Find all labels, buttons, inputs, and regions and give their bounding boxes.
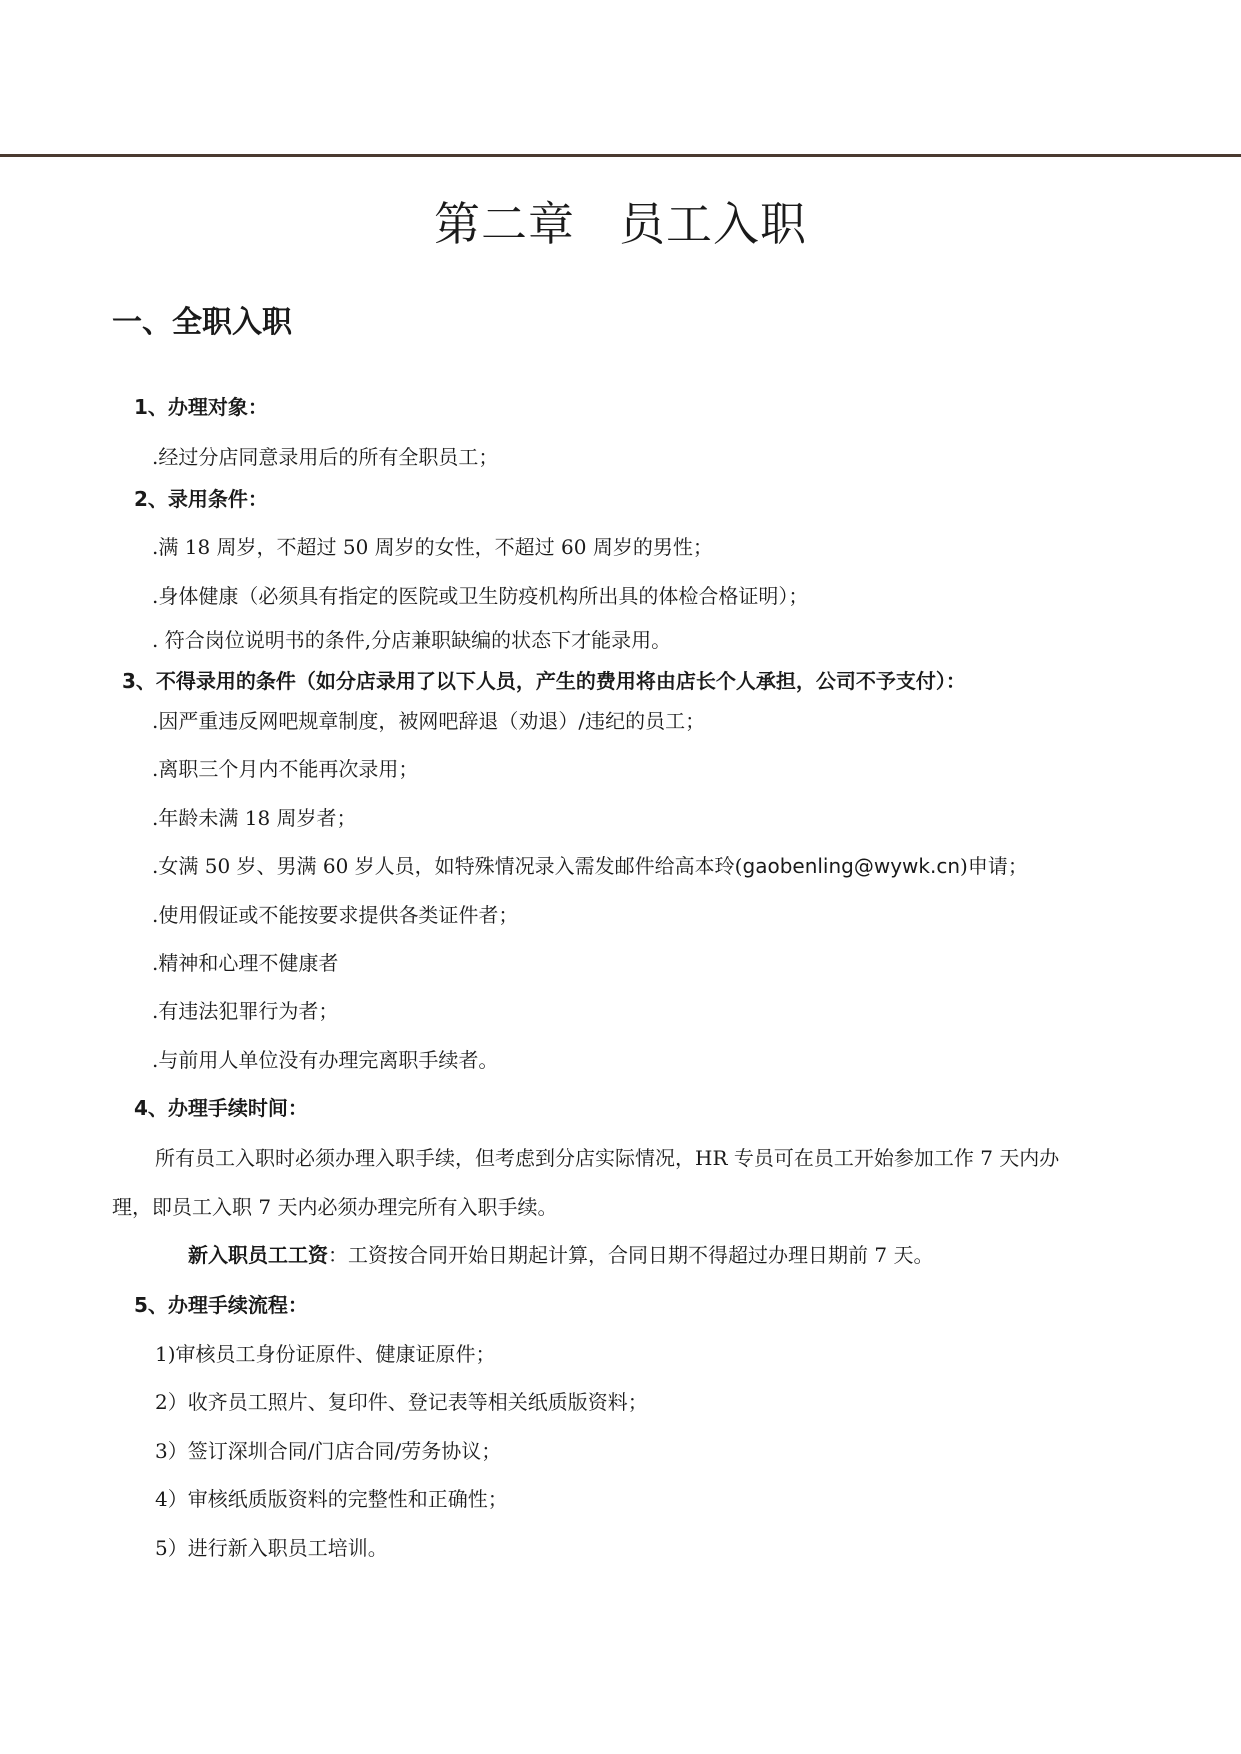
s3-email-after: )申请； xyxy=(960,854,1028,878)
section-title: 一、全职入职 xyxy=(112,305,292,340)
s3-heading: 3、不得录用的条件（如分店录用了以下人员，产生的费用将由店长个人承担，公司不予支付）： xyxy=(122,669,966,693)
s5-step: 4）审核纸质版资料的完整性和正确性； xyxy=(155,1487,508,1511)
s3-item: .有违法犯罪行为者； xyxy=(152,999,339,1023)
s3-item: .离职三个月内不能再次录用； xyxy=(152,757,419,781)
s5-step: 2）收齐员工照片、复印件、登记表等相关纸质版资料； xyxy=(155,1390,648,1414)
s5-step: 5）进行新入职员工培训。 xyxy=(155,1536,388,1560)
email-address[interactable]: gaobenling@wywk.cn xyxy=(742,854,961,878)
s3-item: .与前用人单位没有办理完离职手续者。 xyxy=(152,1048,499,1072)
s4-paragraph-line1: 所有员工入职时必须办理入职手续，但考虑到分店实际情况，HR 专员可在员工开始参加工作 7 天内办 xyxy=(155,1146,1060,1170)
s4-salary-line xyxy=(188,1241,933,1269)
s2-heading: 2、录用条件： xyxy=(134,487,268,511)
s3-item: .使用假证或不能按要求提供各类证件者； xyxy=(152,903,519,927)
s3-item: .精神和心理不健康者 xyxy=(152,951,339,975)
salary-label: 新入职员工工资 xyxy=(188,1243,328,1267)
s1-heading: 1、办理对象： xyxy=(134,395,268,419)
s3-email-before: .女满 50 岁、男满 60 岁人员，如特殊情况录入需发邮件给高本玲( xyxy=(152,854,743,878)
s3-item: .因严重违反网吧规章制度，被网吧辞退（劝退）/违纪的员工； xyxy=(152,709,706,733)
chapter-name: 员工入职 xyxy=(619,197,807,251)
s3-item-email xyxy=(152,852,1028,880)
s5-step: 3）签订深圳合同/门店合同/劳务协议； xyxy=(155,1439,502,1463)
salary-text: ：工资按合同开始日期起计算，合同日期不得超过办理日期前 7 天。 xyxy=(328,1243,934,1267)
header-rule xyxy=(0,154,1241,157)
s4-paragraph-line2: 理，即员工入职 7 天内必须办理完所有入职手续。 xyxy=(112,1195,558,1219)
s1-item: .经过分店同意录用后的所有全职员工； xyxy=(152,445,499,469)
s4-heading: 4、办理手续时间： xyxy=(134,1096,308,1120)
s2-item: . 符合岗位说明书的条件,分店兼职缺编的状态下才能录用。 xyxy=(152,628,672,652)
chapter-title xyxy=(0,196,1241,252)
s2-item: .身体健康（必须具有指定的医院或卫生防疫机构所出具的体检合格证明）； xyxy=(152,584,809,608)
s5-heading: 5、办理手续流程： xyxy=(134,1293,308,1317)
s5-step: 1)审核员工身份证原件、健康证原件； xyxy=(155,1342,496,1366)
s2-item: .满 18 周岁，不超过 50 周岁的女性，不超过 60 周岁的男性； xyxy=(152,535,713,559)
s3-item: .年龄未满 18 周岁者； xyxy=(152,806,357,830)
chapter-number: 第二章 xyxy=(434,197,575,251)
